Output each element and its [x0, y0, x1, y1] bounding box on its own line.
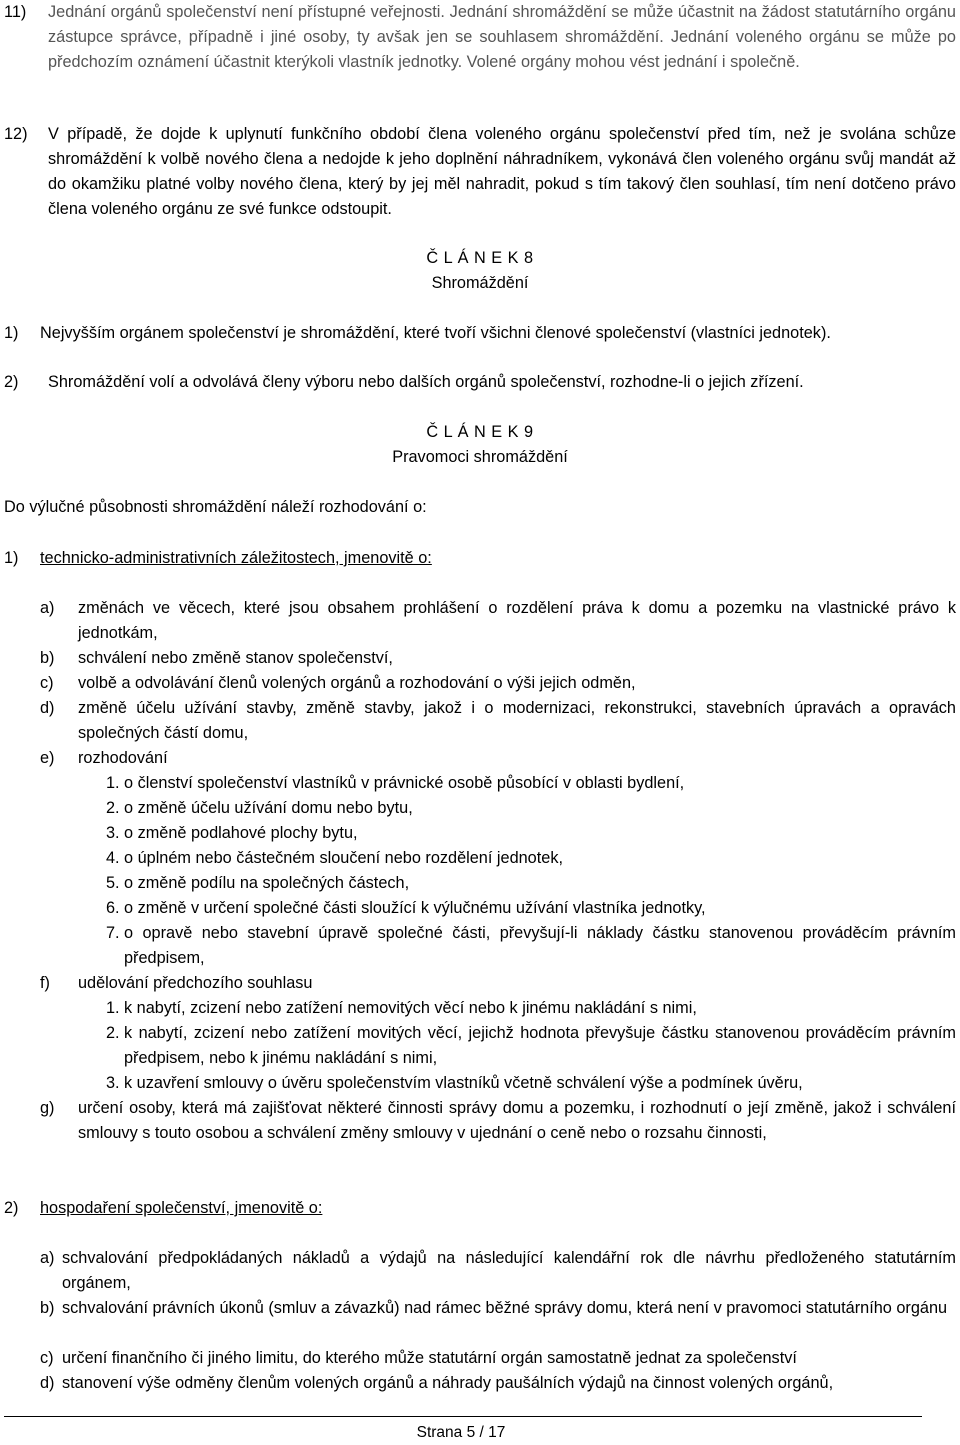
list-label: c) — [40, 1349, 54, 1367]
sub-text: k nabytí, zcizení nebo zatížení movitých věcí, jejichž hodnota převyšuje částku stanovenou prováděcím právním předpisem, nebo k jinému nakládání s nimi, — [124, 1024, 956, 1067]
sub-number: 1. — [106, 774, 120, 792]
list-label: f) — [40, 974, 50, 992]
list-text-content: schvalování předpokládaných nákladů a výdajů na následující kalendářní rok dle návrhu předloženého statutárním orgánem, — [62, 1249, 956, 1292]
sub-number: 7. — [106, 924, 120, 942]
sub-text: o členství společenství vlastníků v právnické osobě působící v oblasti bydlení, — [124, 774, 685, 792]
list-text — [62, 1246, 956, 1296]
sub-text: o změně podílu na společných částech, — [124, 874, 410, 892]
section-number: 2) — [4, 1199, 19, 1217]
list-text: rozhodování — [78, 749, 168, 767]
sub-number: 6. — [106, 899, 120, 917]
sub-text: k nabytí, zcizení nebo zatížení nemovitých věcí nebo k jinému nakládání s nimi, — [124, 999, 697, 1017]
sub-text: o změně podlahové plochy bytu, — [124, 824, 358, 842]
item-text: Nejvyšším orgánem společenství je shromáždění, které tvoří všichni členové společenství (vlastníci jednotek). — [40, 324, 831, 342]
paragraph-number: 11) — [4, 3, 27, 21]
list-text: udělování předchozího souhlasu — [78, 974, 313, 992]
list-label: d) — [40, 1374, 55, 1392]
list-text: stanovení výše odměny členům volených orgánů a náhrady paušálních výdajů na činnost volených orgánů, — [62, 1374, 834, 1392]
list-label: c) — [40, 674, 54, 692]
list-text: změně účelu užívání stavby, změně stavby, jakož i o modernizaci, rekonstrukci, stavebních úpravách a opravách společných částí domu, — [78, 699, 956, 742]
list-label: d) — [40, 699, 55, 717]
article-9-heading: Č L Á N E K 9 — [426, 423, 534, 441]
list-label: b) — [40, 1299, 55, 1317]
item-number: 1) — [4, 324, 19, 342]
list-text — [62, 1296, 956, 1321]
article-8-heading: Č L Á N E K 8 — [426, 249, 534, 267]
sub-text: o opravě nebo stavební úpravě společné části, převyšují-li náklady částku stanovenou prováděcím právním předpisem, — [124, 924, 956, 967]
section-title: technicko-administrativních záležitostech, jmenovitě o: — [40, 549, 432, 567]
list-text-content: schvalování právních úkonů (smluv a závazků) nad rámec běžné správy domu, která není v pravomoci statutárního orgánu — [62, 1299, 948, 1317]
page-number: Strana 5 / 17 — [416, 1424, 506, 1441]
section-number: 1) — [4, 549, 19, 567]
sub-number: 3. — [106, 1074, 120, 1092]
sub-text: o změně účelu užívání domu nebo bytu, — [124, 799, 413, 817]
paragraph-text: V případě, že dojde k uplynutí funkčního období člena voleného orgánu společenství před tím, než je svolána schůze shromáždění k volbě nového člena a nedojde k jeho doplnění náhradníkem, vykonává člen voleného orgánu svůj mandát až do okamžiku platné volby nového člena, který by jej měl nahradit, pokud s tím takový člen souhlasí, tím není dotčeno právo člena voleného orgánu ze své funkce odstoupit. — [48, 125, 956, 218]
list-label: a) — [40, 599, 55, 617]
list-label: g) — [40, 1099, 55, 1117]
sub-number: 2. — [106, 1024, 120, 1042]
list-label: e) — [40, 749, 55, 767]
item-text: Shromáždění volí a odvolává členy výboru nebo dalších orgánů společenství, rozhodne-li o jejich zřízení. — [48, 373, 804, 391]
list-text: určení osoby, která má zajišťovat některé činnosti správy domu a pozemku, i rozhodnutí o její změně, jakož i schválení smlouvy s touto osobou a schválení změny smlouvy v ujednání o ceně nebo o rozsahu činnosti, — [78, 1099, 956, 1142]
section-title: hospodaření společenství, jmenovitě o: — [40, 1199, 323, 1217]
paragraph-12 — [0, 122, 960, 222]
sub-number: 5. — [106, 874, 120, 892]
sub-text: o úplném nebo částečném sloučení nebo rozdělení jednotek, — [124, 849, 563, 867]
list-text: schválení nebo změně stanov společenství, — [78, 649, 393, 667]
paragraph-11 — [0, 0, 960, 100]
article-9-intro: Do výlučné působnosti shromáždění náleží rozhodování o: — [4, 498, 427, 516]
list-text: změnách ve věcech, které jsou obsahem prohlášení o rozdělení práva k domu a pozemku na vlastnické právo k jednotkám, — [78, 599, 956, 642]
article-9-title: Pravomoci shromáždění — [392, 448, 568, 466]
sub-number: 3. — [106, 824, 120, 842]
list-text: volbě a odvolávání členů volených orgánů a rozhodování o výši jejich odměn, — [78, 674, 636, 692]
item-number: 2) — [4, 373, 19, 391]
list-text: určení finančního či jiného limitu, do kterého může statutární orgán samostatně jednat za společenství — [62, 1349, 797, 1367]
list-label: a) — [40, 1249, 55, 1267]
sub-number: 4. — [106, 849, 120, 867]
sub-number: 1. — [106, 999, 120, 1017]
sub-number: 2. — [106, 799, 120, 817]
sub-text: o změně v určení společné části sloužící k výlučnému užívání vlastníka jednotky, — [124, 899, 706, 917]
paragraph-text: Jednání orgánů společenství není přístupné veřejnosti. Jednání shromáždění se může účastnit na žádost statutárního orgánu zástupce správce, případně i jiné osoby, ty avšak jen se souhlasem shromáždění. Jednání voleného orgánu se může po předchozím oznámení účastnit kterýkoli vlastník jednotky. Volené orgány mohou vést jednání i společně. — [48, 3, 956, 71]
article-8-title: Shromáždění — [431, 274, 529, 292]
sub-text: k uzavření smlouvy o úvěru společenstvím vlastníků včetně schválení výše a podmínek úvěru, — [124, 1074, 803, 1092]
paragraph-number: 12) — [4, 125, 28, 143]
list-label: b) — [40, 649, 55, 667]
footer-divider — [4, 1416, 922, 1417]
